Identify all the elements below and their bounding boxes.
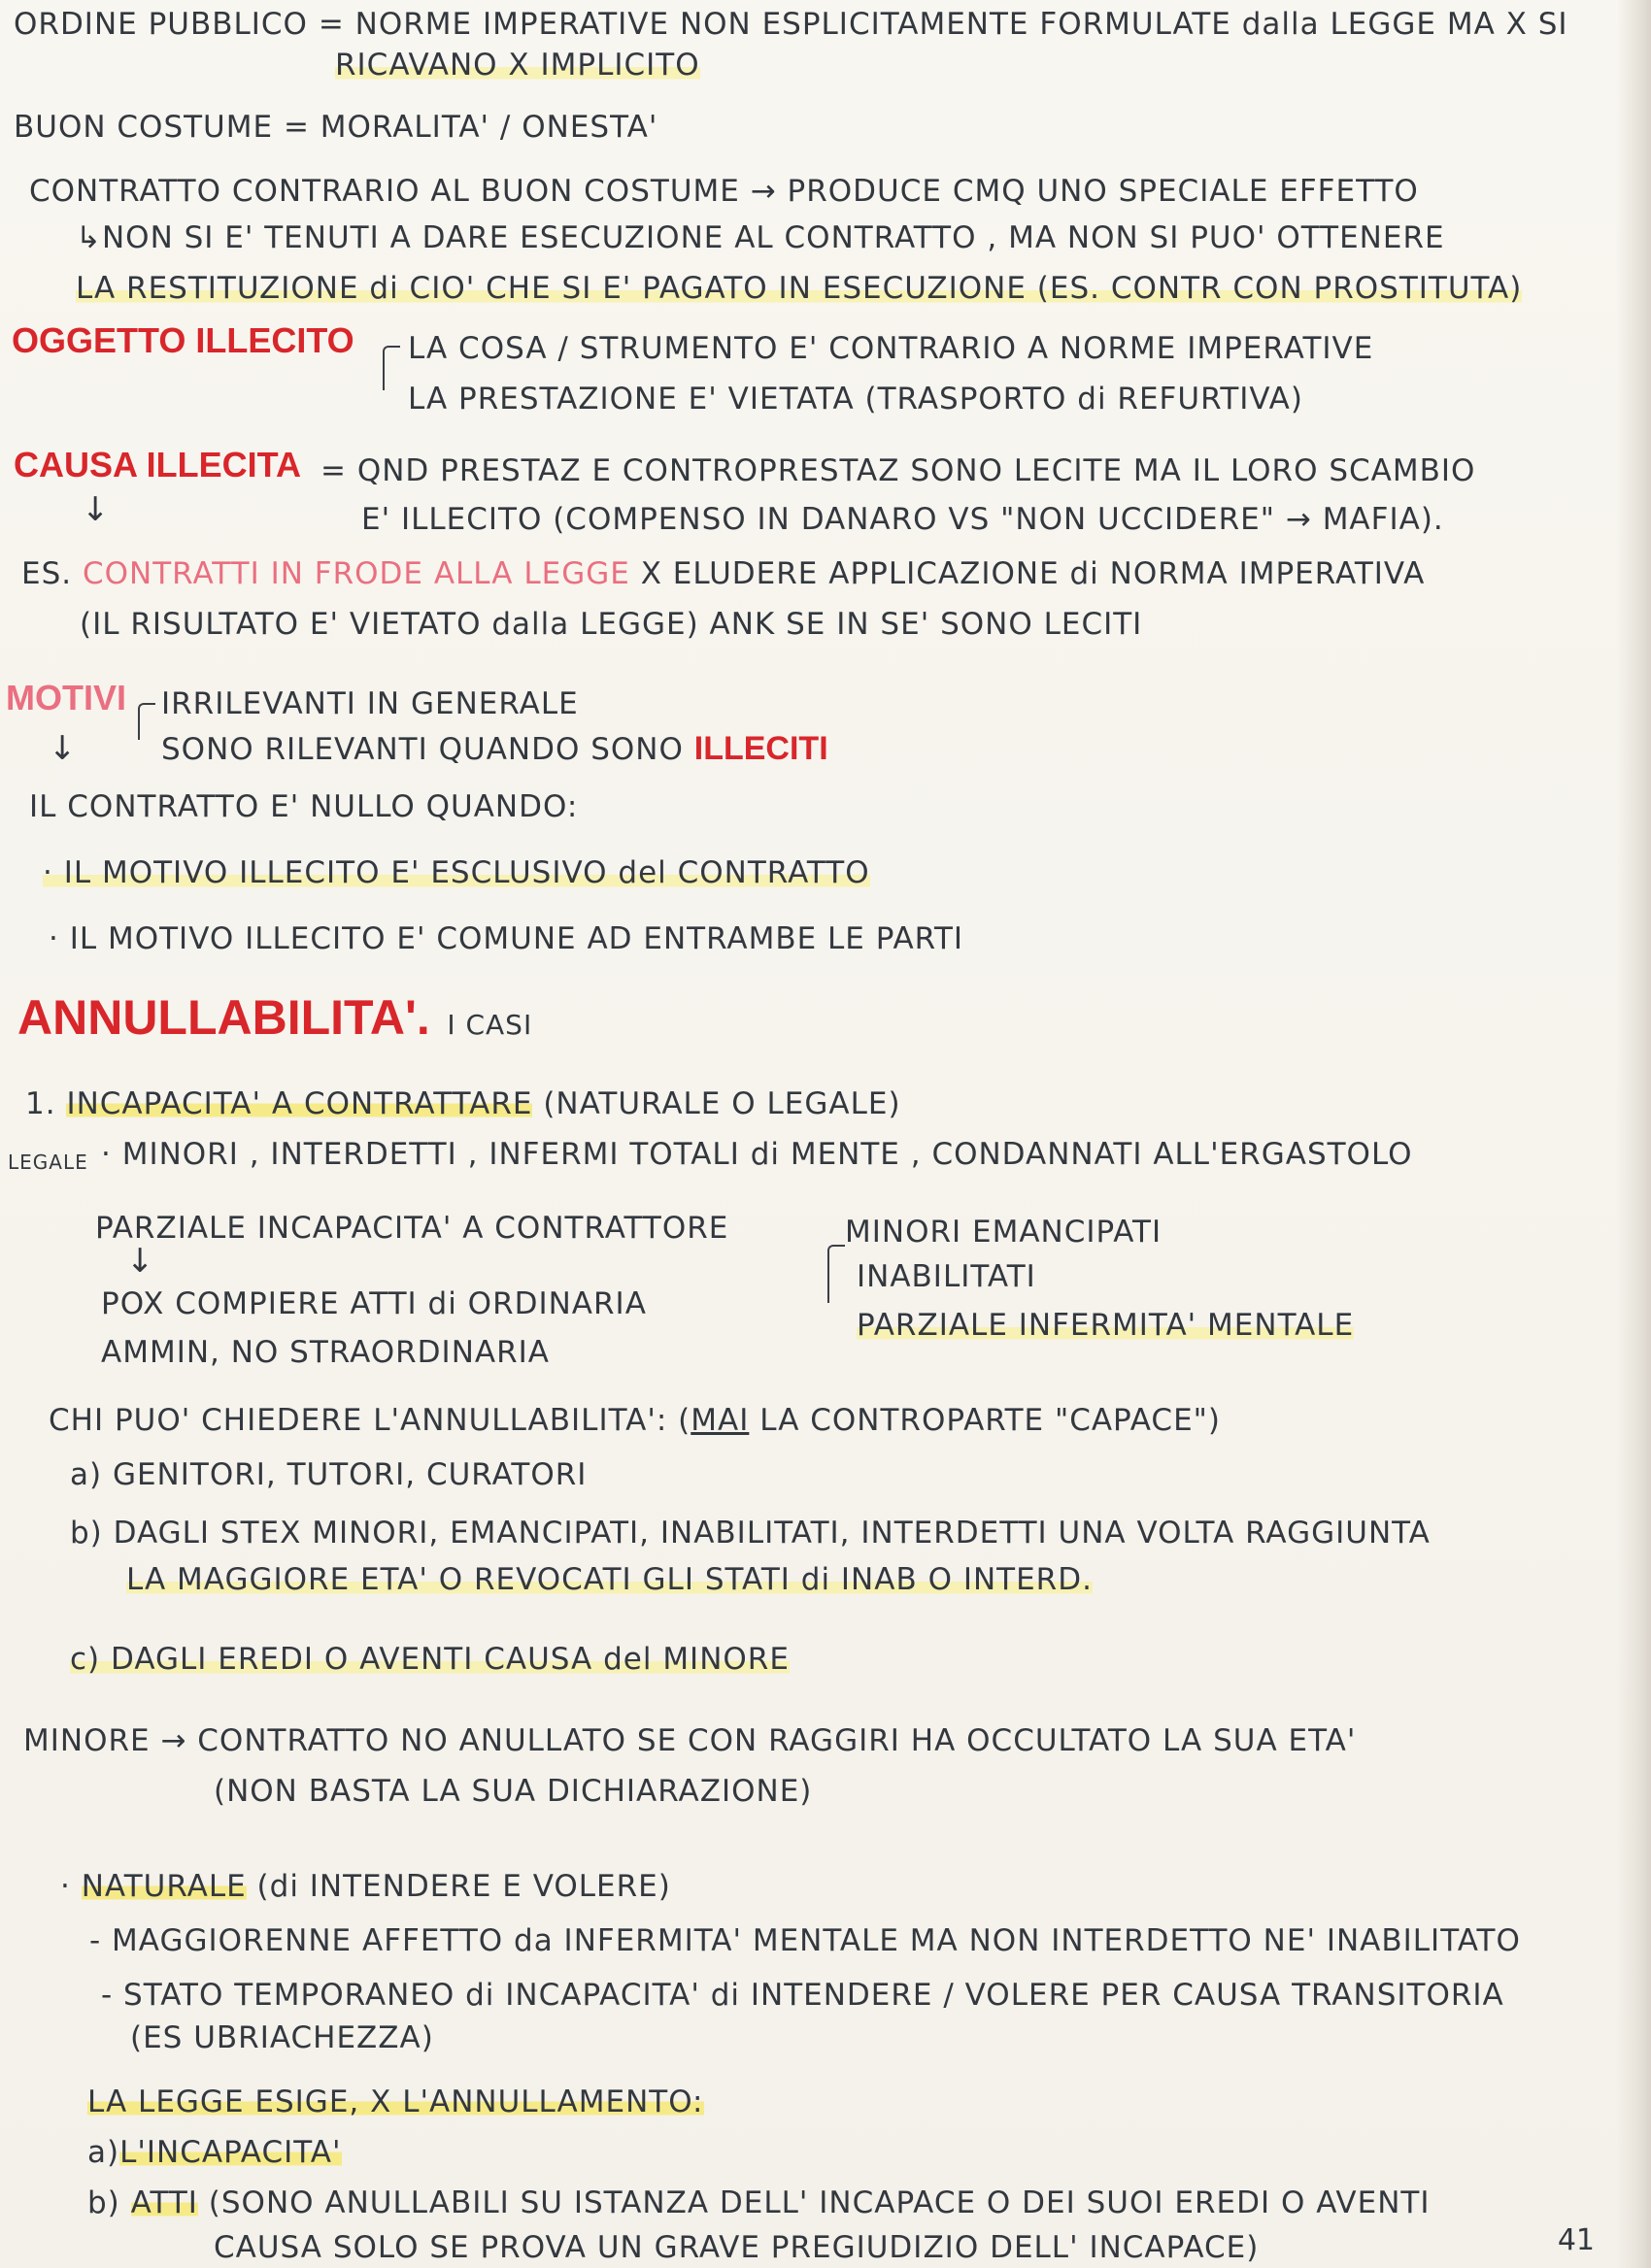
text-line: LA PRESTAZIONE E' VIETATA (TRASPORTO di REFURTIVA) <box>408 382 1303 417</box>
brace <box>827 1245 845 1303</box>
text-line: IL CONTRATTO E' NULLO QUANDO: <box>29 789 579 824</box>
text-line: LA MAGGIORE ETA' O REVOCATI GLI STATI di INAB O INTERD. <box>126 1562 1093 1597</box>
text-line: AMMIN, NO STRAORDINARIA <box>101 1335 550 1370</box>
text-line: PARZIALE INFERMITA' MENTALE <box>857 1308 1355 1343</box>
text-line: IRRILEVANTI IN GENERALE <box>161 686 579 721</box>
brace <box>383 346 400 390</box>
text-line: ES. CONTRATTI IN FRODE ALLA LEGGE X ELUDERE APPLICAZIONE di NORMA IMPERATIVA <box>21 556 1426 591</box>
text-line: CHI PUO' CHIEDERE L'ANNULLABILITA': (MAI LA CONTROPARTE "CAPACE") <box>49 1403 1222 1438</box>
text-line: CONTRATTO CONTRARIO AL BUON COSTUME → PRODUCE CMQ UNO SPECIALE EFFETTO <box>29 174 1419 209</box>
heading-oggetto-illecito: OGGETTO ILLECITO <box>12 320 354 360</box>
text-line: b) DAGLI STEX MINORI, EMANCIPATI, INABILITATI, INTERDETTI UNA VOLTA RAGGIUNTA <box>70 1516 1431 1551</box>
text-line: ↳NON SI E' TENUTI A DARE ESECUZIONE AL CONTRATTO , MA NON SI PUO' OTTENERE <box>76 220 1445 255</box>
down-arrow: ↓ <box>126 1242 155 1281</box>
text-line: SONO RILEVANTI QUANDO SONO ILLECITI <box>161 730 828 767</box>
text-line: a)L'INCAPACITA' <box>87 2135 342 2170</box>
text-line: = QND PRESTAZ E CONTROPRESTAZ SONO LECITE MA IL LORO SCAMBIO <box>320 453 1476 488</box>
text-line: · IL MOTIVO ILLECITO E' COMUNE AD ENTRAMBE LE PARTI <box>49 921 964 956</box>
text-line: · MINORI , INTERDETTI , INFERMI TOTALI di MENTE , CONDANNATI ALL'ERGASTOLO <box>101 1137 1413 1172</box>
text-line: · NATURALE (di INTENDERE E VOLERE) <box>60 1869 671 1904</box>
text-line: LA COSA / STRUMENTO E' CONTRARIO A NORME IMPERATIVE <box>408 331 1374 366</box>
page-number: 41 <box>1557 2223 1595 2257</box>
heading-annullabilita: ANNULLABILITA'. I CASI <box>17 990 533 1045</box>
text-line: INABILITATI <box>857 1259 1036 1294</box>
text-line: c) DAGLI EREDI O AVENTI CAUSA del MINORE <box>70 1642 790 1677</box>
text-line: LA RESTITUZIONE di CIO' CHE SI E' PAGATO IN ESECUZIONE (ES. CONTR CON PROSTITUTA) <box>76 271 1523 306</box>
heading-motivi: MOTIVI <box>6 678 126 717</box>
down-arrow: ↓ <box>82 490 111 529</box>
text-line: CAUSA SOLO SE PROVA UN GRAVE PREGIUDIZIO DELL' INCAPACE) <box>214 2230 1260 2265</box>
text-line: MINORI EMANCIPATI <box>845 1215 1162 1250</box>
text-line: (NON BASTA LA SUA DICHIARAZIONE) <box>214 1774 813 1809</box>
text-line: POX COMPIERE ATTI di ORDINARIA <box>101 1286 647 1321</box>
text-line: ORDINE PUBBLICO = NORME IMPERATIVE NON ESPLICITAMENTE FORMULATE dalla LEGGE MA X SI <box>14 7 1568 42</box>
text-line: 1. INCAPACITA' A CONTRATTARE (NATURALE O LEGALE) <box>25 1086 901 1121</box>
text-line: b) ATTI (SONO ANULLABILI SU ISTANZA DELL' INCAPACE O DEI SUOI EREDI O AVENTI <box>87 2185 1431 2220</box>
text-line: - STATO TEMPORANEO di INCAPACITA' di INTENDERE / VOLERE PER CAUSA TRANSITORIA <box>101 1978 1504 2013</box>
text-line: · IL MOTIVO ILLECITO E' ESCLUSIVO del CONTRATTO <box>43 855 870 890</box>
tag-legale: LEGALE <box>8 1151 88 1174</box>
text-line: (ES UBRIACHEZZA) <box>130 2020 434 2055</box>
text-line: PARZIALE INCAPACITA' A CONTRATTORE <box>95 1211 729 1246</box>
text-line: MINORE → CONTRATTO NO ANULLATO SE CON RAGGIRI HA OCCULTATO LA SUA ETA' <box>23 1723 1357 1758</box>
heading-causa-illecita: CAUSA ILLECITA <box>14 445 301 484</box>
text-line: BUON COSTUME = MORALITA' / ONESTA' <box>14 110 658 145</box>
text-line: - MAGGIORENNE AFFETTO da INFERMITA' MENTALE MA NON INTERDETTO NE' INABILITATO <box>89 1923 1521 1958</box>
text-line: (IL RISULTATO E' VIETATO dalla LEGGE) ANK SE IN SE' SONO LECITI <box>80 607 1143 642</box>
down-arrow: ↓ <box>49 729 78 768</box>
page-edge <box>1616 0 1651 2268</box>
text-line: a) GENITORI, TUTORI, CURATORI <box>70 1457 588 1492</box>
text-line: LA LEGGE ESIGE, X L'ANNULLAMENTO: <box>87 2085 704 2119</box>
text-line: E' ILLECITO (COMPENSO IN DANARO VS "NON UCCIDERE" → MAFIA). <box>361 502 1444 537</box>
text-line: RICAVANO X IMPLICITO <box>335 48 700 83</box>
brace <box>138 703 155 740</box>
